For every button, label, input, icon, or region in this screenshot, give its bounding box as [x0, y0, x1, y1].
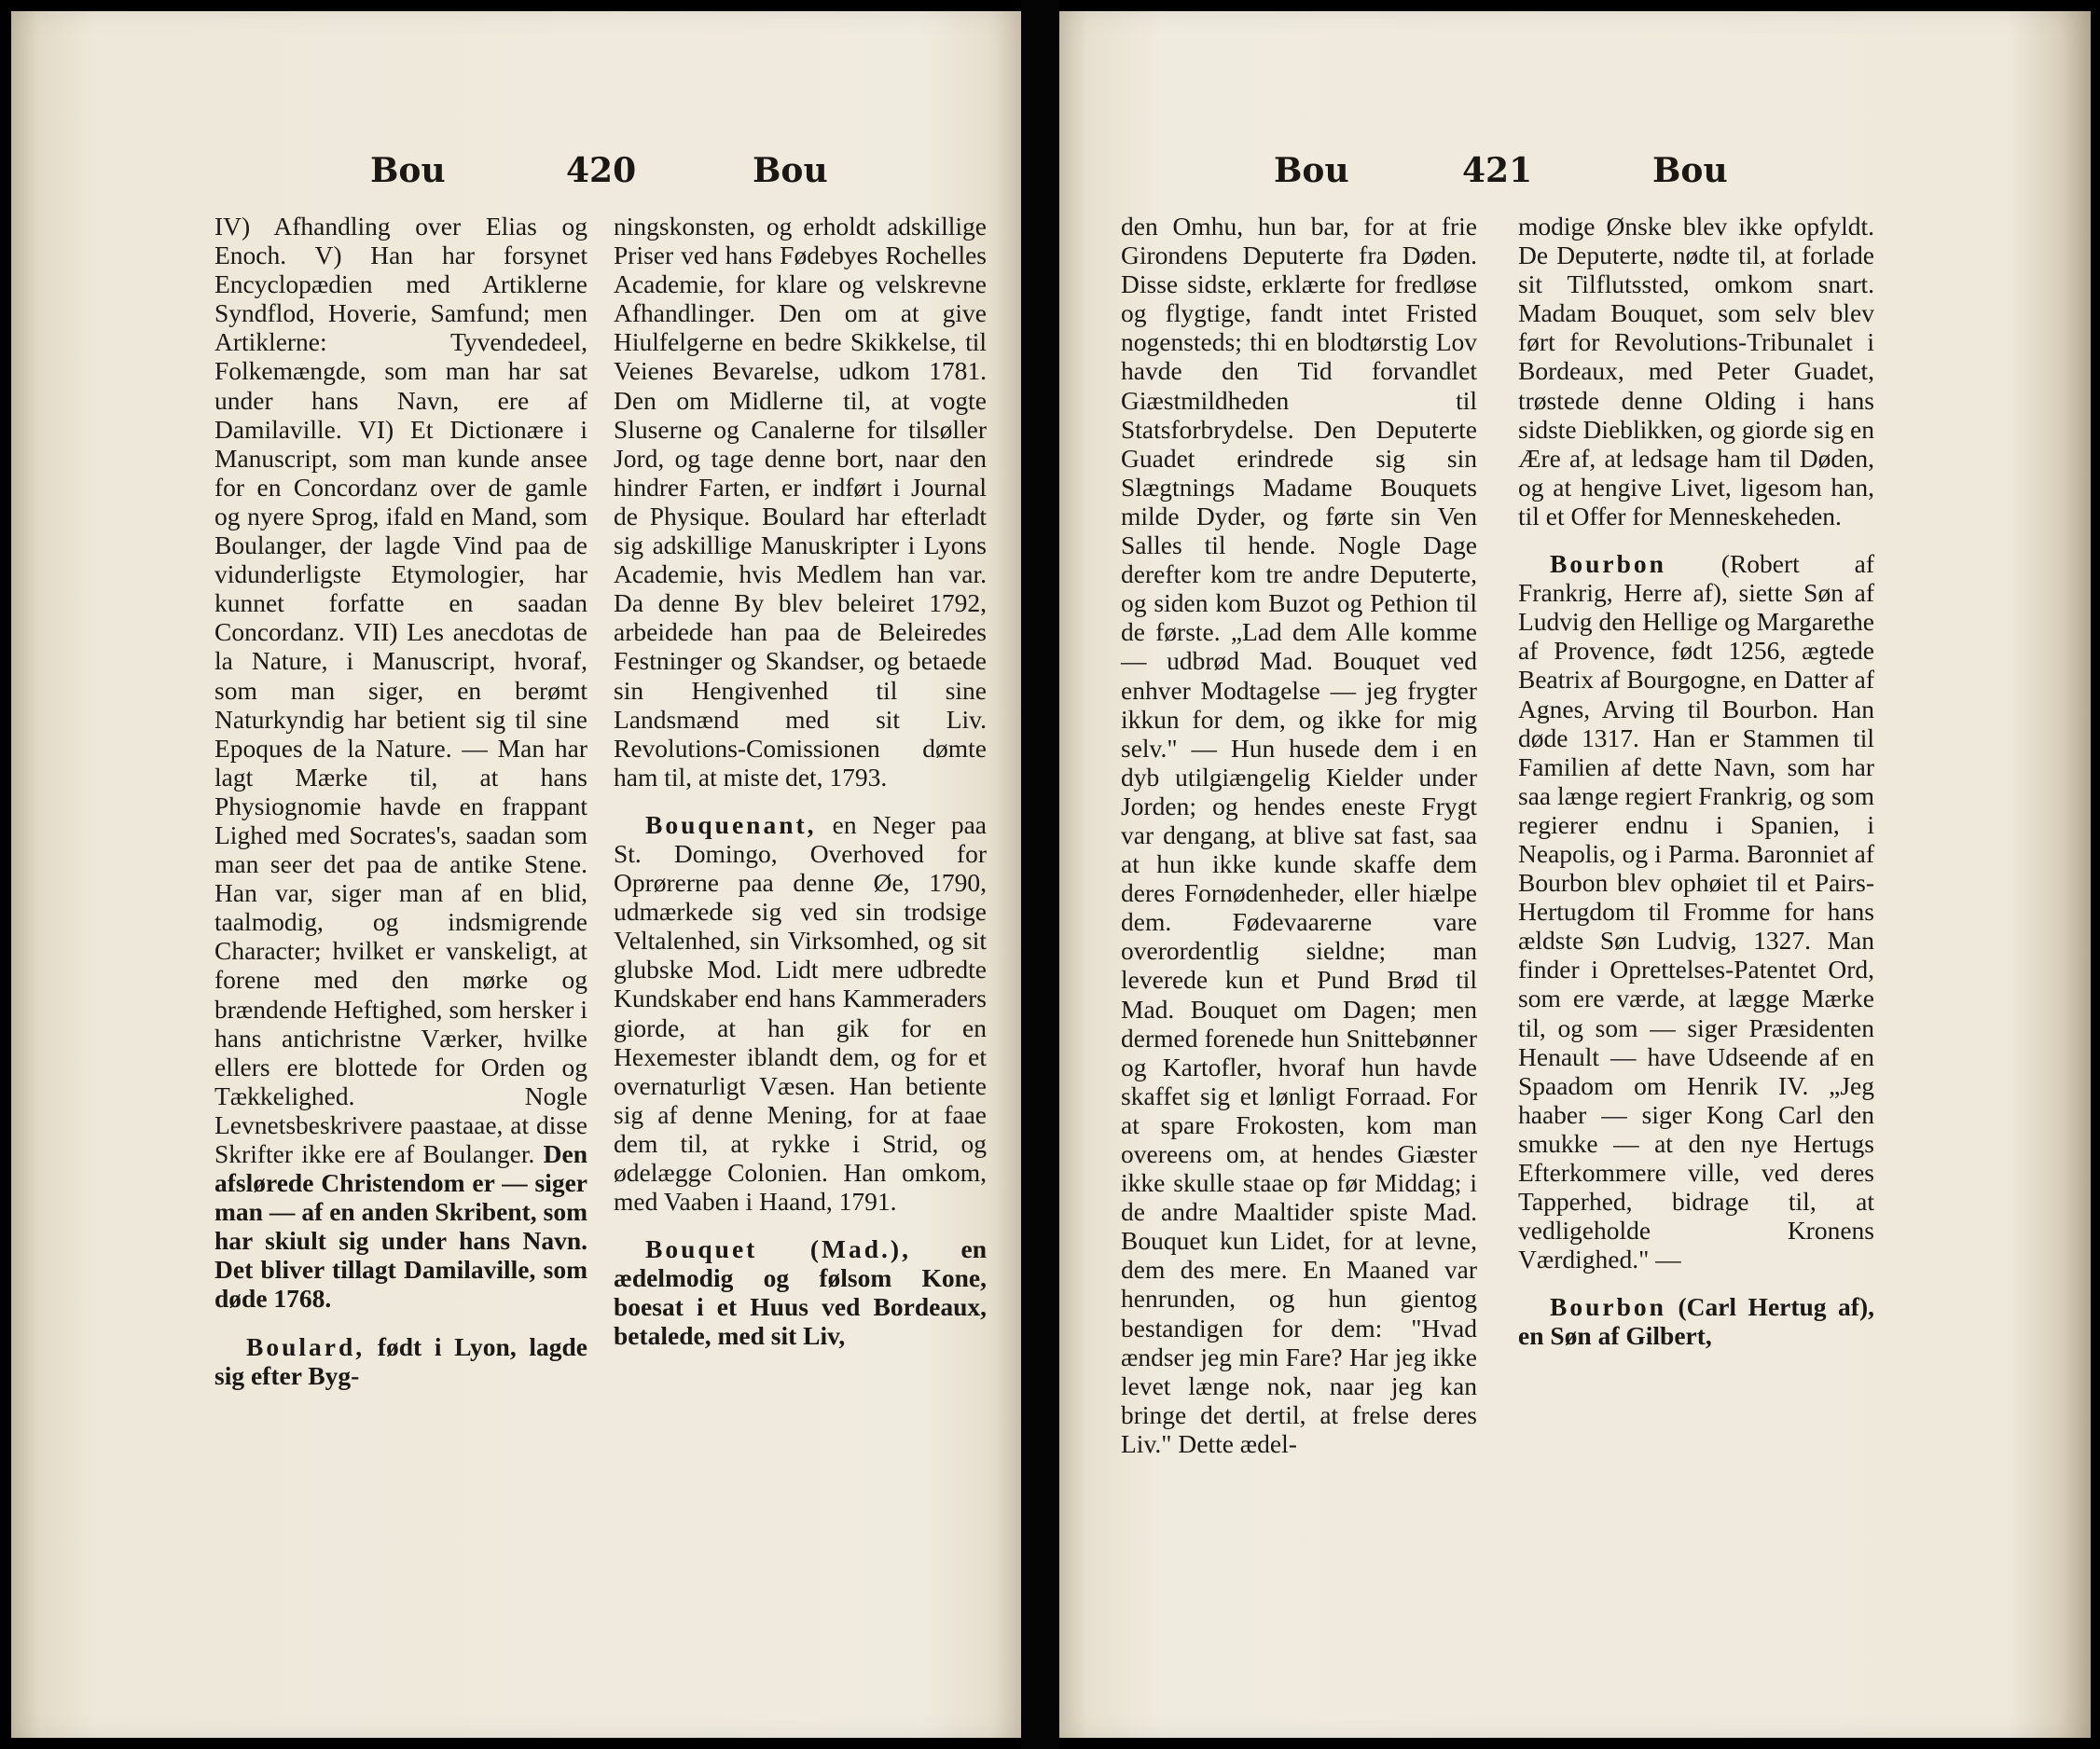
- header-word-right: Bou: [753, 151, 828, 190]
- column-2: [614, 212, 987, 1351]
- running-header-right: [1059, 151, 2091, 198]
- book-gutter: [1021, 0, 1059, 1749]
- paragraph: ningskonsten, og erholdt adskillige Priser ved hans Fødebyes Rochelles Academie, for klare og velskrevne Afhandlinger. Den om at give Hiulfelgerne en bedre Skikkelse, til Veienes Bevarelse, udkom 1781. Den om Midlerne til, at vogte Sluserne og Canalerne for tilsøller Jord, og tage denne bort, naar den hindrer Farten, er indført i Journal de Physique. Boulard har efterladt sig adskillige Manuskripter i Lyons Academie, hvis Medlem han var. Da denne By blev beleiret 1792, arbeidede han paa de Beleiredes Festninger og Skandser, og betaede sin Hengivenhed til sine Landsmænd med sit Liv. Revolutions-Comissionen dømte ham til, at miste det, 1793.: [614, 212, 987, 792]
- entry-headword: Bouquenant,: [645, 809, 817, 839]
- page-number: 420: [566, 151, 637, 190]
- column-2: [1518, 212, 1874, 1351]
- paragraph: modige Ønske blev ikke opfyldt. De Deputerte, nødte til, at forlade sit Tilflutssted, omkom snart. Madam Bouquet, som selv blev ført for Revolutions-Tribunalet i Bordeaux, med Peter Guadet, trøstede denne Olding i hans sidste Dieblikken, og giorde sig en Ære af, at ledsage ham til Døden, og at hengive Livet, ligesom han, til et Offer for Menneskeheden.: [1518, 212, 1874, 530]
- entry-bouquet: Bouquet (Mad.), en ædelmodig og følsom Kone, boesat i et Huus ved Bordeaux, betalede, med sit Liv,: [614, 1234, 987, 1351]
- header-word-left: Bou: [370, 151, 446, 190]
- left-page: [11, 11, 1021, 1738]
- entry-headword: Bourbon: [1550, 1292, 1666, 1322]
- running-header-left: [11, 151, 1021, 198]
- paragraph: den Omhu, hun bar, for at frie Girondens Deputerte fra Døden. Disse sidste, erklærte for fredløse og flygtige, fandt intet Fristed nogensteds; thi en blodtørstig Lov havde den Tid forvandlet Giæstmildheden til Statsforbrydelse. Den Deputerte Guadet erindrede sig sin Slægtnings Madame Bouquets milde Dyder, og førte sin Ven Salles til hende. Nogle Dage derefter kom tre andre Deputerte, og siden kom Buzot og Pethion til de første. „Lad dem Alle komme — udbrød Mad. Bouquet ved enhver Modtagelse — jeg frygter ikkun for dem, og ikke for mig selv." — Hun husede dem i en dyb utilgiængelig Kielder under Jorden; og hendes eneste Frygt var dengang, at blive sat fast, saa at hun ikke kunde skaffe dem deres Fornødenheder, eller hiælpe dem. Fødevaarerne vare overordentlig sieldne; man leverede kun et Pund Brød til Mad. Bouquet om Dagen; men dermed forenede hun Snittebønner og Kartofler, hvoraf hun havde skaffet sig et lønligt Forraad. For at spare Frokosten, kom man overeens om, at hendes Giæster ikke skulle staae op før Middag; i de andre Maaltider spiste Mad. Bouquet kun Lidet, for at levne, dem des mere. En Maaned var henrunden, og hun gientog bestandigen for dem: "Hvad ændser jeg min Fare? Har jeg ikke levet længe nok, naar jeg kan bringe det dertil, at frelse deres Liv." Dette ædel-: [1121, 212, 1477, 1458]
- entry-headword: Bourbon: [1550, 549, 1666, 579]
- entry-bourbon-robert: Bourbon (Robert af Frankrig, Herre af), siette Søn af Ludvig den Hellige og Margarethe af Provence, født 1256, ægtede Beatrix af Bourgogne, en Datter af Agnes, Arving til Bourbon. Han døde 1317. Han er Stammen til Familien af dette Navn, som har saa længe regiert Frankrig, og som regierer endnu i Spanien, i Neapolis, og i Parma. Baronniet af Bourbon blev ophøiet til et Pairs-Hertugdom til Fromme for hans ældste Søn Ludvig, 1327. Man finder i Oprettelses-Patentet Ord, som ere værde, at lægge Mærke til, og som — siger Præsidenten Henault — have Udseende af en Spaadom om Henrik IV. „Jeg haaber — siger Kong Carl den smukke — at den nye Hertugs Efterkommere ville, ved deres Tapperhed, bidrage til, at vedligeholde Kronens Værdighed." —: [1518, 549, 1874, 1274]
- header-word-right: Bou: [1652, 151, 1728, 190]
- entry-boulard: Boulard, født i Lyon, lagde sig efter Byg-: [214, 1331, 588, 1390]
- paragraph: IV) Afhandling over Elias og Enoch. V) Han har forsynet Encyclopædien med Artiklerne Syndflod, Hoverie, Samfund; men Artiklerne: Tyvendedeel, Folkemængde, som man har sat under hans Navn, ere af Damilaville. VI) Et Dictionære i Manuscript, som man kunde ansee for en Concordanz over de gamle og nyere Sprog, ifald en Mand, som Boulanger, der lagde Vind paa de vidunderligste Etymologier, har kunnet forfatte en saadan Concordanz. VII) Les anecdotas de la Nature, i Manuscript, hvoraf, som man siger, en berømt Naturkyndig har betient sig til sine Epoques de la Nature. — Man har lagt Mærke til, at hans Physiognomie havde en frappant Lighed med Socrates's, saadan som man seer det paa de antike Stene. Han var, siger man af en blid, taalmodig, og indsmigrende Character; hvilket er vanskeligt, at forene med den mørke og brændende Heftighed, som hersker i hans antichristne Værker, hvilke ellers ere blottede for Orden og Tækkelighed. Nogle Levnetsbeskrivere paastaae, at disse Skrifter ikke ere af Boulanger. Den afslørede Christendom er — siger man — af en anden Skribent, som har skiult sig under hans Navn. Det bliver tillagt Damilaville, som døde 1768.: [214, 212, 588, 1314]
- entry-headword: Bouquet (Mad.),: [645, 1234, 911, 1264]
- header-word-left: Bou: [1274, 151, 1349, 190]
- entry-headword: Boulard,: [246, 1331, 366, 1361]
- column-1: [214, 212, 587, 1390]
- entry-bourbon-carl: Bourbon (Carl Hertug af), en Søn af Gilbert,: [1518, 1292, 1874, 1351]
- column-1: [1121, 212, 1477, 1458]
- entry-bouquenant: Bouquenant, en Neger paa St. Domingo, Overhoved for Oprørerne paa denne Øe, 1790, udmærkede sig ved sin trodsige Veltalenhed, sin Virksomhed, og sit glubske Mod. Lidt mere udbredte Kundskaber end hans Kammeraders giorde, at han gik for en Hexemester iblandt dem, og for et overnaturligt Væsen. Han betiente sig af denne Mening, for at faae dem til, at rykke i Strid, og ødelægge Colonien. Han omkom, med Vaaben i Haand, 1791.: [614, 809, 987, 1217]
- right-page: [1059, 11, 2091, 1738]
- page-number: 421: [1462, 151, 1533, 190]
